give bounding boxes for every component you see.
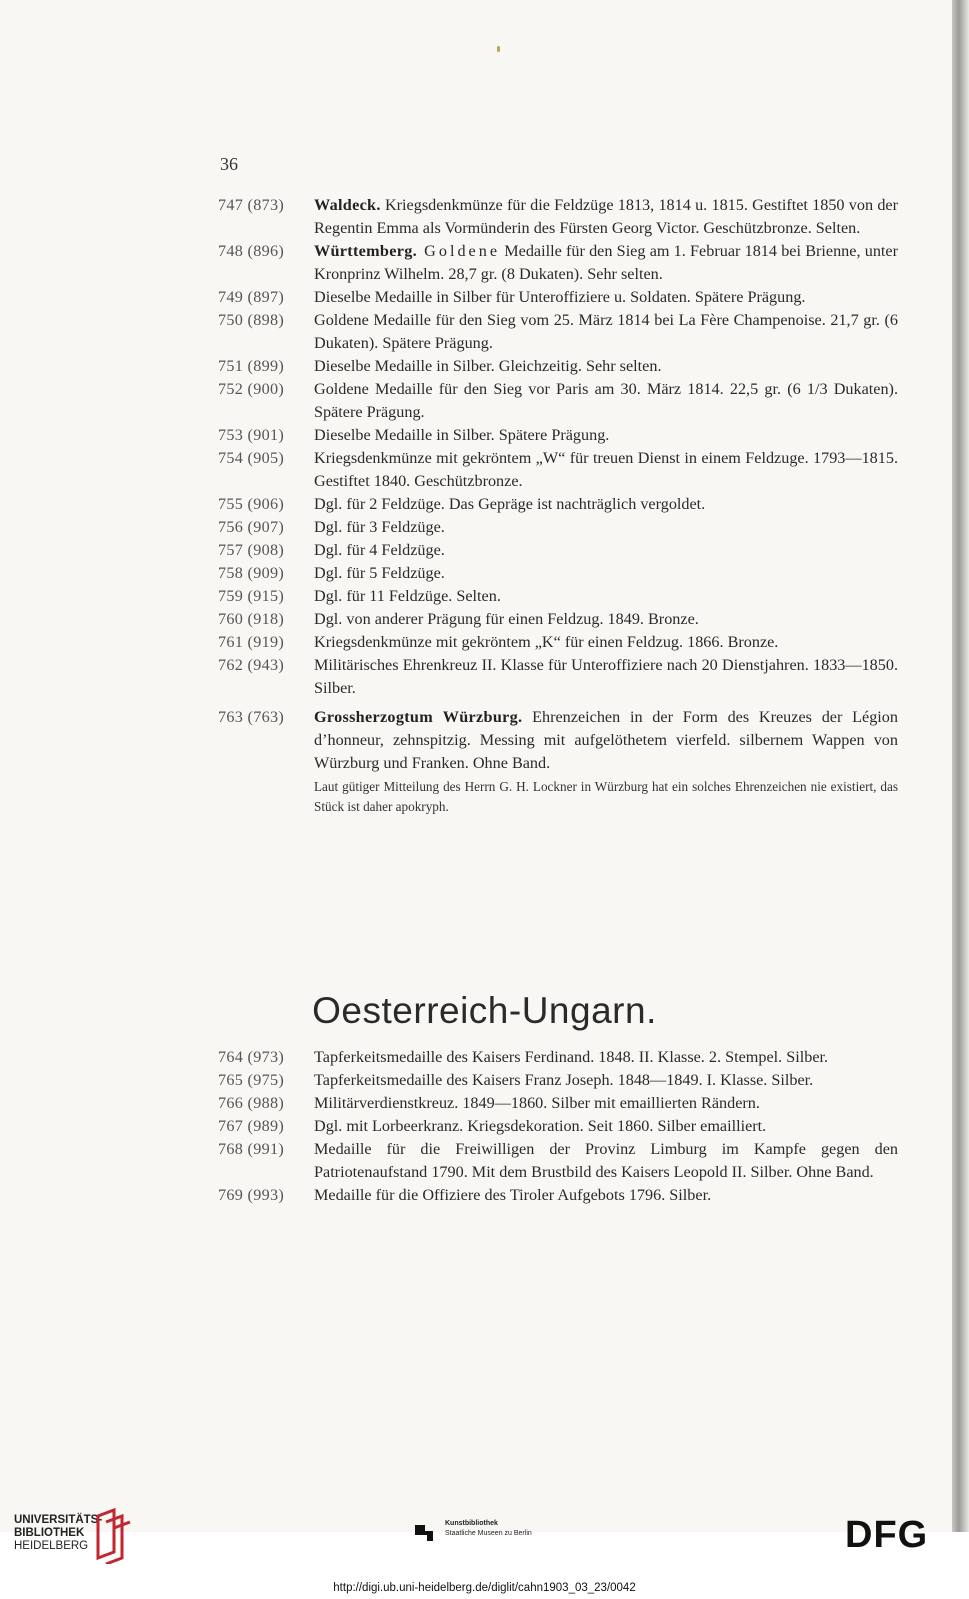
entry-text: Ehrenzeichen in der Form des Kreuzes der Légion d’honneur, zehnspitzig. Messing mit aufgelöthetem vierfeld. silbernem Wappen von Würzburg und Franken. Ohne Band. [314,708,898,772]
entry-number: 763 (763) [218,708,285,726]
entry-text: Militärverdienstkreuz. 1849—1860. Silber mit emaillierten Rändern. [314,1094,760,1112]
entry-number: 752 (900) [218,380,285,398]
entry-number: 747 (873) [218,196,285,214]
entry-text: Goldene Medaille für den Sieg vom 25. März 1814 bei La Fère Champenoise. 21,7 gr. (6 Dukaten). Spätere Prägung. [314,311,898,352]
entry-number: 750 (898) [218,311,285,329]
entry-text: Tapferkeitsmedaille des Kaisers Ferdinand. 1848. II. Klasse. 2. Stempel. Silber. [314,1048,829,1066]
entry-number: 756 (907) [218,518,285,536]
catalog-entry [218,194,898,240]
entry-number: 769 (993) [218,1186,285,1204]
dfg-logo[interactable] [845,1513,939,1553]
entry-text: Dgl. von anderer Prägung für einen Feldzug. 1849. Bronze. [314,610,699,628]
entry-number: 751 (899) [218,357,285,375]
entry-number: 761 (919) [218,633,285,651]
entry-list-austria [218,1046,898,1207]
catalog-entry [218,654,898,700]
entry-text: Medaille für die Freiwilligen der Provinz Limburg im Kampfe gegen den Patriotenaufstand 1790. Mit dem Brustbild des Kaisers Leopold II. Silber. Ohne Band. [314,1140,898,1181]
dfg-logo-text: DFG [845,1514,929,1553]
entry-heading: Württemberg. [314,242,417,260]
catalog-entry [218,240,898,286]
entry-text-spaced: Goldene [416,242,501,260]
entry-number: 759 (915) [218,587,285,605]
entry-text: Dieselbe Medaille in Silber für Unteroffiziere u. Soldaten. Spätere Prägung. [314,288,806,306]
entry-number: 757 (908) [218,541,285,559]
catalog-entry [218,424,898,447]
entry-text: Dgl. mit Lorbeerkranz. Kriegsdekoration. Seit 1860. Silber emailliert. [314,1117,767,1135]
permalink-url[interactable]: http://digi.ub.uni-heidelberg.de/diglit/cahn1903_03_23/0042 [333,1582,636,1594]
catalog-entry [218,355,898,378]
catalog-entry [218,608,898,631]
entry-number: 758 (909) [218,564,285,582]
catalog-entry [218,1115,898,1138]
kb-emblem-icon [413,1521,439,1543]
catalog-entry [218,1184,898,1207]
catalog-entry [218,631,898,654]
ub-line-1: UNIVERSITÄTS- [14,1514,103,1526]
entry-text: Tapferkeitsmedaille des Kaisers Franz Joseph. 1848—1849. I. Klasse. Silber. [314,1071,814,1089]
catalog-entry [218,1138,898,1184]
footnote: Laut gütiger Mitteilung des Herrn G. H. Lockner in Würzburg hat ein solches Ehrenzeichen nie existiert, das Stück ist daher apokryph. [314,779,898,814]
catalog-entry [218,309,898,355]
entry-number: 767 (989) [218,1117,285,1135]
catalog-entry [218,539,898,562]
entry-text: Dieselbe Medaille in Silber. Gleichzeitig. Sehr selten. [314,357,662,375]
catalog-entry [218,447,898,493]
catalog-entry [218,516,898,539]
entry-text: Goldene Medaille für den Sieg vor Paris am 30. März 1814. 22,5 gr. (6 1/3 Dukaten). Spätere Prägung. [314,380,898,421]
entry-number: 753 (901) [218,426,285,444]
entry-heading: Grossherzogtum Würzburg. [314,708,523,726]
catalog-entry [218,493,898,516]
entry-text: Dgl. für 5 Feldzüge. [314,564,445,582]
entry-text: Kriegsdenkmünze mit gekröntem „K“ für einen Feldzug. 1866. Bronze. [314,633,779,651]
entry-text: Kriegsdenkmünze für die Feldzüge 1813, 1814 u. 1815. Gestiftet 1850 von der Regentin Emma als Vormünderin des Fürsten Georg Victor. Geschützbronze. Selten. [314,196,898,237]
kb-line-2: Staatliche Museen zu Berlin [445,1530,532,1537]
catalog-entry [218,1046,898,1069]
kb-line-1: Kunstbibliothek [445,1520,498,1527]
entry-text: Kriegsdenkmünze mit gekröntem „W“ für treuen Dienst in einem Feldzuge. 1793—1815. Gestiftet 1840. Geschützbronze. [314,449,898,490]
catalog-entry [218,1092,898,1115]
entry-heading: Waldeck. [314,196,381,214]
entry-number: 766 (988) [218,1094,285,1112]
entry-number: 754 (905) [218,449,285,467]
page-edge-shadow [952,0,969,1532]
entry-number: 749 (897) [218,288,285,306]
entry-number: 765 (975) [218,1071,285,1089]
page-number: 36 [220,154,238,174]
entry-number: 755 (906) [218,495,285,513]
entry-text: Medaille für den Sieg am 1. Februar 1814 bei Brienne, unter Kronprinz Wilhelm. 28,7 gr. (8 Dukaten). Sehr selten. [314,242,898,283]
catalog-entry [218,562,898,585]
entry-number: 762 (943) [218,656,285,674]
entry-text: Dieselbe Medaille in Silber. Spätere Prägung. [314,426,610,444]
paper-speck [497,46,500,52]
entry-text: Medaille für die Offiziere des Tiroler Aufgebots 1796. Silber. [314,1186,712,1204]
entry-text: Dgl. für 2 Feldzüge. Das Gepräge ist nachträglich vergoldet. [314,495,706,513]
section-heading: Oesterreich-Ungarn. [312,990,657,1031]
catalog-entry [218,585,898,608]
entry-number: 768 (991) [218,1140,285,1158]
entry-list-germany [218,194,898,817]
catalog-entry [218,706,898,775]
ub-emblem-icon [94,1508,134,1564]
entry-number: 764 (973) [218,1048,285,1066]
ub-line-3: HEIDELBERG [14,1540,89,1552]
catalog-entry [218,286,898,309]
entry-text: Dgl. für 11 Feldzüge. Selten. [314,587,501,605]
catalog-entry [218,378,898,424]
entry-text: Militärisches Ehrenkreuz II. Klasse für Unteroffiziere nach 20 Dienstjahren. 1833—1850. Silber. [314,656,898,697]
ub-line-2: BIBLIOTHEK [14,1527,85,1539]
entry-number: 748 (896) [218,242,285,260]
entry-text: Dgl. für 3 Feldzüge. [314,518,445,536]
entry-text: Dgl. für 4 Feldzüge. [314,541,445,559]
catalog-entry [218,1069,898,1092]
entry-number: 760 (918) [218,610,285,628]
